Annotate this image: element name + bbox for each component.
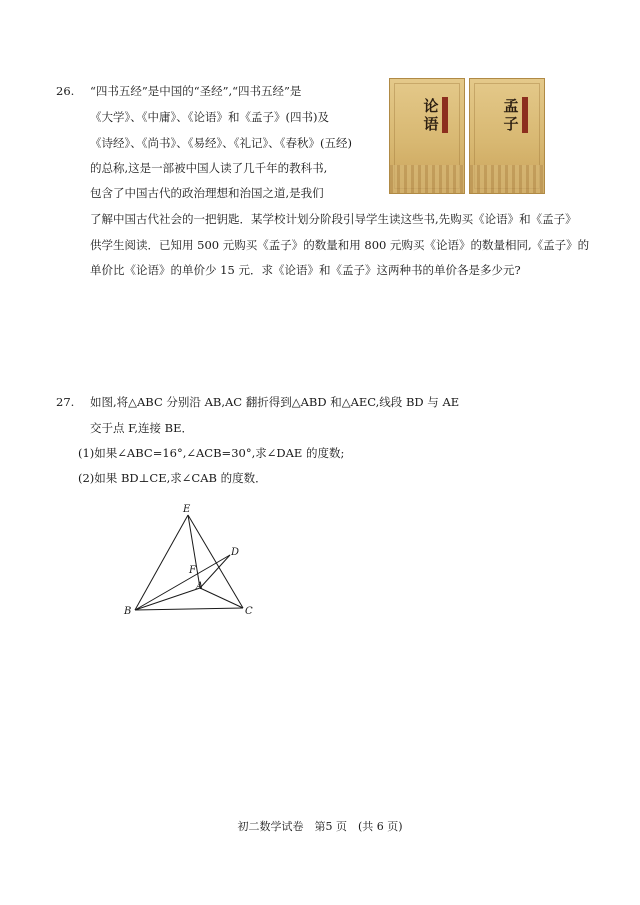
label-E: E: [183, 504, 191, 515]
book-covers-image: [389, 78, 547, 194]
lunyu-book-cover: [389, 78, 465, 194]
page-footer: 初二数学试卷 第5 页 (共 6 页): [237, 820, 403, 833]
label-A: A: [196, 581, 204, 592]
q26-line-1: “四书五经”是中国的“圣经”,“四书五经”是: [90, 84, 302, 98]
label-F: F: [189, 565, 196, 576]
q27-part-1: (1)如果∠ABC=16°,∠ACB=30°,求∠DAE 的度数;: [78, 446, 345, 460]
lunyu-title: 论语: [423, 97, 439, 133]
label-C: C: [245, 606, 253, 617]
mengzi-title: 孟子: [503, 97, 519, 133]
label-B: B: [124, 606, 132, 617]
question-27-number: 27.: [56, 395, 75, 409]
q27-line-2: 交于点 F,连接 BE．: [90, 421, 193, 435]
q26-line-2: 《大学》、《中庸》、《论语》和《孟子》(四书)及: [90, 110, 329, 124]
q27-line-1: 如图,将△ABC 分别沿 AB,AC 翻折得到△ABD 和△AEC,线段 BD 与 AE: [90, 395, 460, 409]
q26-line-8: 单价比《论语》的单价少 15 元．求《论语》和《孟子》这两种书的单价各是多少元?: [90, 263, 521, 277]
q27-part-2: (2)如果 BD⊥CE,求∠CAB 的度数．: [78, 471, 267, 485]
q26-line-7: 供学生阅读．已知用 500 元购买《孟子》的数量和用 800 元购买《论语》的数量相同,《孟子》的: [90, 238, 590, 252]
question-26-number: 26.: [56, 84, 75, 98]
mengzi-book-cover: [469, 78, 545, 194]
q26-line-3: 《诗经》、《尚书》、《易经》、《礼记》、《春秋》(五经): [90, 136, 352, 150]
label-D: D: [231, 547, 240, 558]
triangle-figure: [120, 500, 270, 625]
q26-line-5: 包含了中国古代的政治理想和治国之道,是我们: [90, 186, 324, 200]
q26-line-4: 的总称,这是一部被中国人读了几千年的教科书,: [90, 161, 328, 175]
q26-line-6: 了解中国古代社会的一把钥匙．某学校计划分阶段引导学生读这些书,先购买《论语》和《孟子》: [90, 212, 577, 226]
